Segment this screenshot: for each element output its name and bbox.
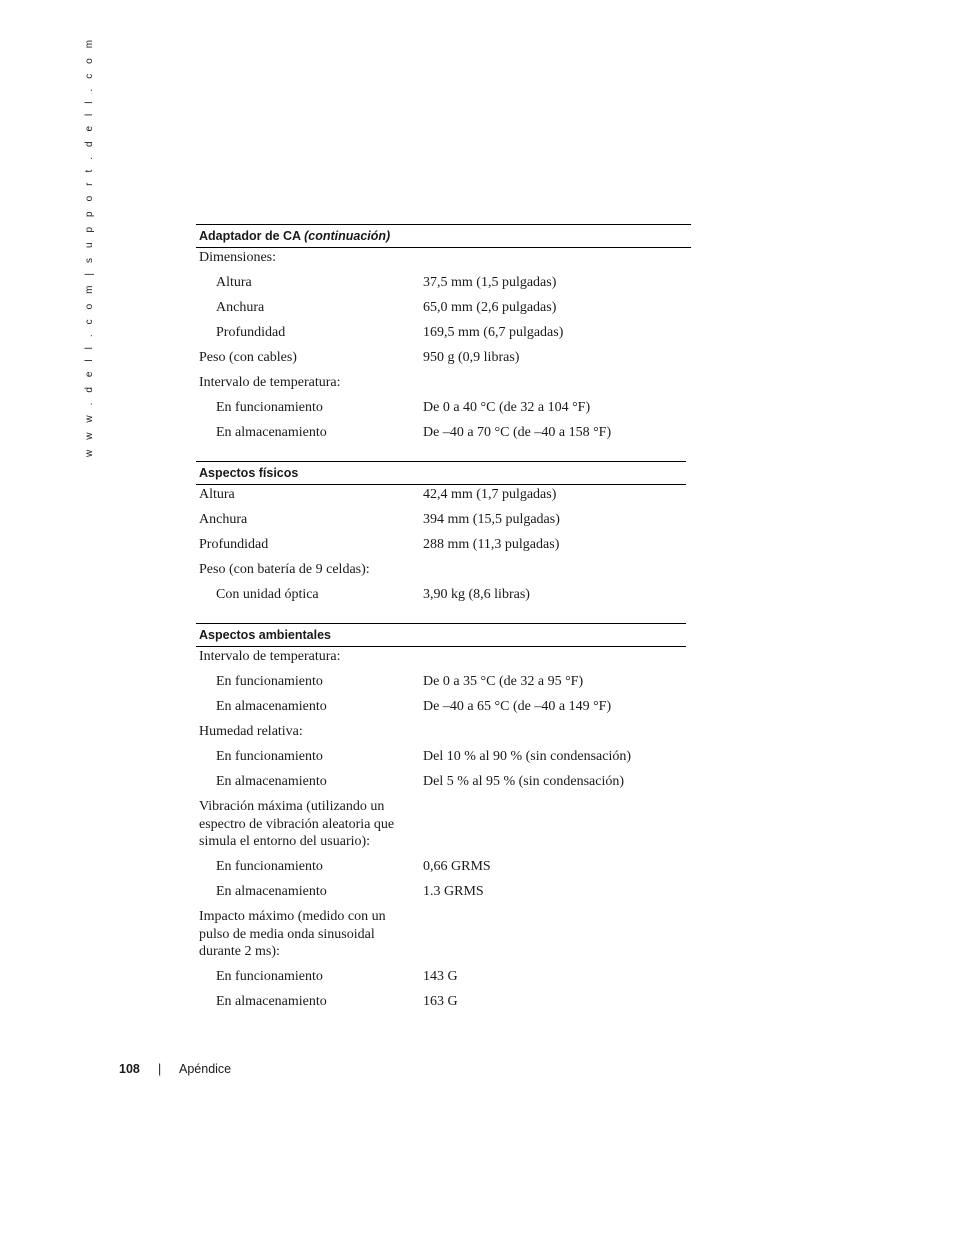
spec-value: 0,66 GRMS bbox=[423, 859, 491, 874]
spec-label: En almacenamiento bbox=[216, 994, 327, 1009]
spec-value: 163 G bbox=[423, 994, 458, 1009]
spec-value: De –40 a 65 °C (de –40 a 149 °F) bbox=[423, 699, 612, 714]
spec-value: 143 G bbox=[423, 969, 458, 984]
spec-label: Intervalo de temperatura: bbox=[199, 649, 341, 664]
spec-row bbox=[196, 273, 691, 298]
section-title: Adaptador de CA bbox=[199, 229, 301, 243]
spec-value: 3,90 kg (8,6 libras) bbox=[423, 587, 530, 602]
spec-label: Peso (con cables) bbox=[199, 350, 297, 365]
spec-value: 42,4 mm (1,7 pulgadas) bbox=[423, 487, 557, 502]
spec-label: Profundidad bbox=[199, 537, 269, 552]
section-title-suffix: (continuación) bbox=[304, 229, 391, 243]
spec-row bbox=[196, 535, 686, 560]
spec-row bbox=[196, 672, 686, 697]
spec-label: Altura bbox=[199, 487, 235, 502]
spec-value: 288 mm (11,3 pulgadas) bbox=[423, 537, 560, 552]
spec-row bbox=[196, 992, 686, 1017]
spec-label: Impacto máximo (medido con un pulso de media onda sinusoidal durante 2 ms): bbox=[199, 909, 386, 959]
section-header bbox=[196, 461, 686, 485]
section-title: Aspectos ambientales bbox=[199, 628, 331, 642]
section-ac-adapter bbox=[196, 224, 691, 448]
spec-row bbox=[196, 967, 686, 992]
spec-label: En funcionamiento bbox=[216, 969, 323, 984]
section-title: Aspectos físicos bbox=[199, 466, 299, 480]
footer-section-title: Apéndice bbox=[179, 1062, 232, 1076]
spec-row bbox=[196, 722, 686, 747]
spec-label: Anchura bbox=[199, 512, 248, 527]
spec-row bbox=[196, 485, 686, 510]
spec-value: 950 g (0,9 libras) bbox=[423, 350, 520, 365]
spec-label: Dimensiones: bbox=[199, 250, 276, 265]
spec-value: 394 mm (15,5 pulgadas) bbox=[423, 512, 560, 527]
spec-label: Peso (con batería de 9 celdas): bbox=[199, 562, 370, 577]
spec-label: Con unidad óptica bbox=[216, 587, 319, 602]
spec-value: De 0 a 40 °C (de 32 a 104 °F) bbox=[423, 400, 591, 415]
page-footer bbox=[119, 1062, 232, 1076]
spec-label: Anchura bbox=[216, 300, 265, 315]
spec-label: En almacenamiento bbox=[216, 884, 327, 899]
spec-row bbox=[196, 585, 686, 610]
footer-separator: | bbox=[158, 1062, 162, 1076]
spec-row bbox=[196, 510, 686, 535]
spec-value: 1.3 GRMS bbox=[423, 884, 484, 899]
spec-label: En almacenamiento bbox=[216, 425, 327, 440]
spec-value: 65,0 mm (2,6 pulgadas) bbox=[423, 300, 557, 315]
spec-value: De 0 a 35 °C (de 32 a 95 °F) bbox=[423, 674, 584, 689]
spec-row bbox=[196, 248, 691, 273]
spec-label: Altura bbox=[216, 275, 252, 290]
section-physical bbox=[196, 461, 686, 610]
spec-label: Vibración máxima (utilizando un espectro de vibración aleatoria que simula el entorno del usuario): bbox=[199, 799, 395, 849]
spec-label: En funcionamiento bbox=[216, 749, 323, 764]
spec-row bbox=[196, 907, 686, 967]
spec-row bbox=[196, 772, 686, 797]
spec-row bbox=[196, 797, 686, 857]
spec-row bbox=[196, 697, 686, 722]
spec-label: Humedad relativa: bbox=[199, 724, 303, 739]
spec-value: Del 5 % al 95 % (sin condensación) bbox=[423, 774, 624, 789]
spec-value: 169,5 mm (6,7 pulgadas) bbox=[423, 325, 564, 340]
spec-row bbox=[196, 323, 691, 348]
spec-value: Del 10 % al 90 % (sin condensación) bbox=[423, 749, 631, 764]
spec-row bbox=[196, 747, 686, 772]
spec-label: En almacenamiento bbox=[216, 774, 327, 789]
spec-row bbox=[196, 373, 691, 398]
spec-label: En almacenamiento bbox=[216, 699, 327, 714]
section-header bbox=[196, 623, 686, 647]
side-url-text: w w w . d e l l . c o m | s u p p o r t . d e l l . c o m bbox=[84, 36, 95, 457]
spec-label: En funcionamiento bbox=[216, 859, 323, 874]
spec-value: De –40 a 70 °C (de –40 a 158 °F) bbox=[423, 425, 612, 440]
spec-row bbox=[196, 882, 686, 907]
section-header bbox=[196, 224, 691, 248]
spec-row bbox=[196, 560, 686, 585]
spec-label: En funcionamiento bbox=[216, 674, 323, 689]
spec-label: Profundidad bbox=[216, 325, 286, 340]
spec-label: Intervalo de temperatura: bbox=[199, 375, 341, 390]
section-environmental bbox=[196, 623, 686, 1017]
spec-row bbox=[196, 857, 686, 882]
spec-row bbox=[196, 348, 691, 373]
spec-label: En funcionamiento bbox=[216, 400, 323, 415]
spec-row bbox=[196, 423, 691, 448]
spec-row bbox=[196, 647, 686, 672]
spec-row bbox=[196, 398, 691, 423]
spec-value: 37,5 mm (1,5 pulgadas) bbox=[423, 275, 557, 290]
spec-row bbox=[196, 298, 691, 323]
page-number: 108 bbox=[119, 1062, 140, 1076]
